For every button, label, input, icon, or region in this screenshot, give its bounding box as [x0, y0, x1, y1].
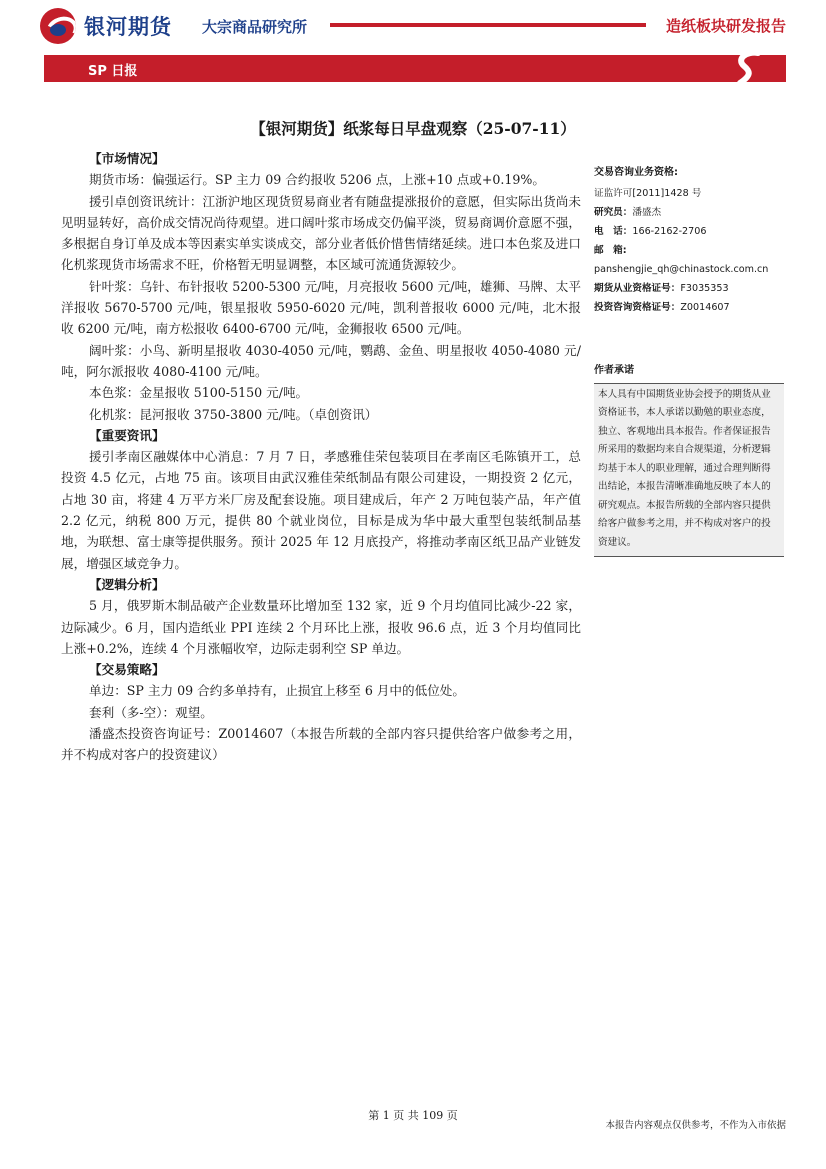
consult-label: 投资咨询资格证号：	[594, 302, 681, 313]
main-content	[61, 148, 581, 766]
section-heading: 【市场情况】	[89, 151, 165, 166]
institute-name: 大宗商品研究所	[202, 18, 308, 36]
paragraph: 套利（多-空）：观望。	[89, 704, 213, 720]
phone-number: 166-2162-2706	[632, 226, 707, 237]
paragraph: 潘盛杰投资咨询证号：Z0014607（本报告所载的全部内容只提供给客户做参考之用，并不构成对客户的投资建议）	[61, 726, 581, 763]
phone-label: 电 话：	[594, 226, 633, 237]
paragraph: 化机浆：昆河报收 3750-3800 元/吨。（卓创资讯）	[89, 406, 378, 422]
email-address[interactable]: panshengjie_qh@chinastock.com.cn	[594, 264, 769, 275]
galaxy-logo-icon	[40, 8, 76, 44]
qualification-row	[594, 279, 784, 298]
paragraph: 期货市场：偏强运行。SP 主力 09 合约报收 5206 点，上涨+10 点或+0.19%。	[89, 172, 545, 188]
paragraph: 针叶浆：乌针、布针报收 5200-5300 元/吨，月亮报收 5600 元/吨，雄狮、马牌、太平洋报收 5670-5700 元/吨，银星报收 5950-6020 元/吨，凯利普报收 6000 元/吨，北木报收 6200 元/吨，南方松报收 6400-6700 元/吨，金狮报收 6500 元/吨。	[61, 278, 581, 337]
qualification-heading: 交易咨询业务资格:	[594, 167, 678, 178]
report-type: 造纸板块研发报告	[665, 17, 786, 35]
phone-row	[594, 222, 784, 241]
paragraph: 5 月，俄罗斯木制品破产企业数量环比增加至 132 家，近 9 个月均值同比减少-22 家，边际减少。6 月，国内造纸业 PPI 连续 2 个月环比上涨，报收 96.6 点，近 3 个月均值同比上涨+0.2%，连续 4 个月涨幅收窄，边际走弱利空 SP 单边。	[61, 598, 581, 656]
header-divider	[330, 23, 646, 27]
section-heading: 【重要资讯】	[89, 427, 165, 443]
page-number: 第 1 页 共 109 页	[368, 1109, 458, 1122]
pledge-text: 本人具有中国期货业协会授予的期货从业资格证书，本人承诺以勤勉的职业态度，独立、客观地出具本报告。作者保证报告所采用的数据均来自合规渠道，分析逻辑均基于本人的职业理解，通过合理判断得出结论，本报告清晰准确地反映了本人的研究观点。本报告所载的全部内容只提供给客户做参考之用，并不构成对客户的投资建议。	[594, 383, 784, 558]
researcher-row	[594, 203, 784, 222]
report-banner	[44, 55, 786, 82]
banner-label: SP 日报	[88, 64, 138, 79]
disclaimer-note: 本报告内容观点仅供参考，不作为入市依据	[605, 1120, 786, 1131]
researcher-name: 潘盛杰	[632, 207, 662, 218]
page-title: 【银河期货】纸浆每日早盘观察（25-07-11）	[250, 119, 576, 138]
paragraph: 援引孝南区融媒体中心消息：7 月 7 日，孝感雅佳荣包装项目在孝南区毛陈镇开工，总投资 4.5 亿元，占地 75 亩。该项目由武汉雅佳荣纸制品有限公司建设，一期投资 2 亿元，占地 30 亩，将建 4 万平方米厂房及配套设施。项目建成后，年产 2 万吨包装产品，年产值 2.2 亿元，纳税 800 万元，提供 80 个就业岗位，目标是成为华中最大重型包装纸制品基地，为联想、富士康等提供服务。预计 2025 年 12 月底投产，将推动孝南区纸卫品产业链发展，增强区域竞争力。	[61, 449, 581, 571]
researcher-label: 研究员：	[594, 207, 633, 218]
section-heading: 【逻辑分析】	[89, 576, 165, 592]
qualification-number: F3035353	[680, 283, 729, 294]
section-heading: 【交易策略】	[89, 662, 165, 678]
email-row	[594, 241, 784, 260]
license-number: 证监许可[2011]1428 号	[594, 188, 702, 199]
paragraph: 单边：SP 主力 09 合约多单持有，止损宜上移至 6 月中的低位处。	[89, 683, 465, 699]
pledge-heading: 作者承诺	[594, 365, 634, 376]
paragraph: 本色浆：金星报收 5100-5150 元/吨。	[89, 385, 309, 401]
consult-number: Z0014607	[680, 302, 730, 313]
consult-row	[594, 298, 784, 317]
qualification-label: 期货从业资格证号：	[594, 283, 681, 294]
author-pledge	[594, 360, 784, 557]
contact-sidebar	[594, 163, 784, 317]
paragraph: 援引卓创资讯统计：江浙沪地区现货贸易商业者有随盘提涨报价的意愿，但实际出货尚未见明显转好，高价成交情况尚待观望。进口阔叶浆市场成交仍偏平淡，贸易商调价意愿不强，多根据自身订单及成本等因素实单实谈成交，部分业者低价惜售情绪延续。进口本色浆及进口化机浆现货市场需求不旺，价格暂无明显调整，本区域可流通货源较少。	[61, 193, 581, 273]
brand-logo	[40, 8, 172, 44]
brand-name: 银河期货	[84, 15, 172, 39]
email-label: 邮 箱:	[594, 245, 627, 256]
swoosh-icon	[728, 49, 768, 87]
paragraph: 阔叶浆：小鸟、新明星报收 4030-4050 元/吨，鹦鹉、金鱼、明星报收 4050-4080 元/吨，阿尔派报收 4080-4100 元/吨。	[61, 342, 581, 379]
